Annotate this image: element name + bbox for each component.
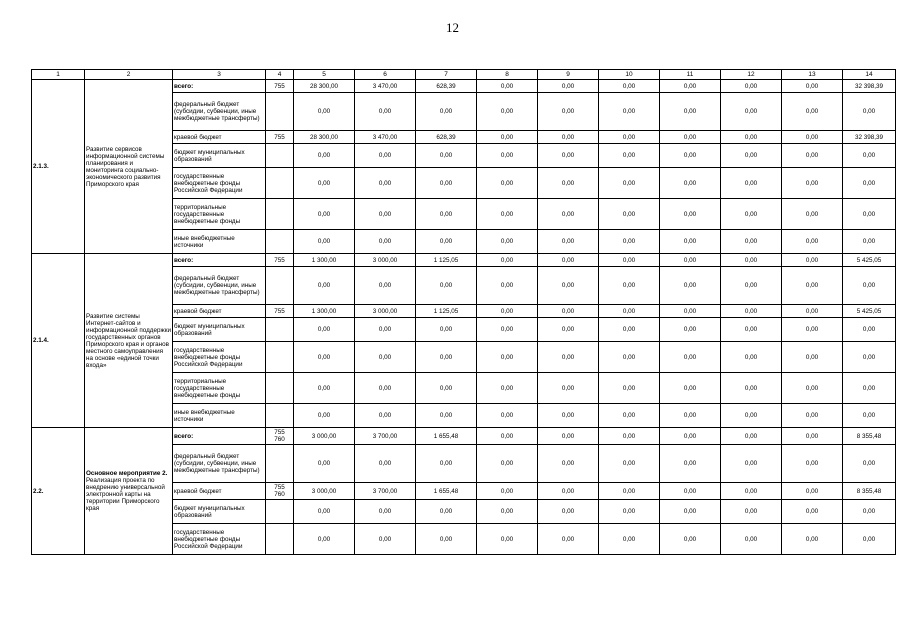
column-number-3: 3 bbox=[173, 70, 266, 80]
budget-code bbox=[266, 93, 294, 131]
budget-code bbox=[266, 524, 294, 555]
amount-cell: 0,00 bbox=[721, 93, 782, 131]
amount-cell: 0,00 bbox=[538, 445, 599, 483]
amount-cell: 0,00 bbox=[599, 168, 660, 199]
amount-cell: 3 700,00 bbox=[355, 428, 416, 445]
amount-cell: 0,00 bbox=[355, 342, 416, 373]
amount-cell: 0,00 bbox=[660, 445, 721, 483]
column-number-4: 4 bbox=[266, 70, 294, 80]
amount-cell: 0,00 bbox=[355, 267, 416, 305]
amount-cell: 0,00 bbox=[782, 524, 843, 555]
amount-cell: 0,00 bbox=[477, 500, 538, 524]
amount-cell: 0,00 bbox=[660, 254, 721, 267]
amount-cell: 0,00 bbox=[416, 342, 477, 373]
section-description bbox=[85, 428, 173, 555]
amount-cell: 0,00 bbox=[416, 199, 477, 230]
amount-cell: 32 398,39 bbox=[843, 131, 896, 144]
amount-cell: 0,00 bbox=[355, 445, 416, 483]
amount-cell: 0,00 bbox=[599, 93, 660, 131]
budget-code bbox=[266, 500, 294, 524]
amount-cell: 0,00 bbox=[782, 318, 843, 342]
amount-cell: 0,00 bbox=[538, 524, 599, 555]
table-row bbox=[32, 80, 896, 93]
amount-cell: 0,00 bbox=[538, 428, 599, 445]
amount-cell: 0,00 bbox=[538, 199, 599, 230]
funding-source: территориальные государственные внебюджетные фонды bbox=[173, 199, 266, 230]
column-number-9: 9 bbox=[538, 70, 599, 80]
amount-cell: 1 655,48 bbox=[416, 483, 477, 500]
amount-cell: 0,00 bbox=[416, 500, 477, 524]
column-number-10: 10 bbox=[599, 70, 660, 80]
amount-cell: 0,00 bbox=[294, 230, 355, 254]
amount-cell: 0,00 bbox=[721, 373, 782, 404]
amount-cell: 0,00 bbox=[538, 131, 599, 144]
amount-cell: 0,00 bbox=[721, 524, 782, 555]
amount-cell: 0,00 bbox=[660, 500, 721, 524]
amount-cell: 0,00 bbox=[599, 500, 660, 524]
budget-code bbox=[266, 318, 294, 342]
amount-cell: 0,00 bbox=[660, 342, 721, 373]
budget-code: 755 bbox=[266, 305, 294, 318]
amount-cell: 0,00 bbox=[782, 404, 843, 428]
amount-cell: 0,00 bbox=[721, 199, 782, 230]
amount-cell: 0,00 bbox=[721, 305, 782, 318]
budget-code: 755 bbox=[266, 254, 294, 267]
amount-cell: 0,00 bbox=[782, 80, 843, 93]
amount-cell: 0,00 bbox=[660, 318, 721, 342]
amount-cell: 0,00 bbox=[355, 144, 416, 168]
budget-code: 755 760 bbox=[266, 428, 294, 445]
table-row bbox=[32, 254, 896, 267]
column-number-7: 7 bbox=[416, 70, 477, 80]
section-description bbox=[85, 80, 173, 254]
amount-cell: 0,00 bbox=[355, 168, 416, 199]
amount-cell: 0,00 bbox=[782, 342, 843, 373]
section-description bbox=[85, 254, 173, 428]
amount-cell: 3 000,00 bbox=[294, 428, 355, 445]
funding-source: иные внебюджетные источники bbox=[173, 404, 266, 428]
amount-cell: 0,00 bbox=[660, 131, 721, 144]
amount-cell: 0,00 bbox=[599, 267, 660, 305]
amount-cell: 0,00 bbox=[782, 500, 843, 524]
amount-cell: 0,00 bbox=[477, 318, 538, 342]
amount-cell: 0,00 bbox=[721, 131, 782, 144]
amount-cell: 0,00 bbox=[416, 318, 477, 342]
section-code: 2.1.4. bbox=[32, 254, 85, 428]
amount-cell: 0,00 bbox=[477, 230, 538, 254]
amount-cell: 3 470,00 bbox=[355, 131, 416, 144]
amount-cell: 0,00 bbox=[477, 254, 538, 267]
budget-code bbox=[266, 168, 294, 199]
amount-cell: 0,00 bbox=[355, 93, 416, 131]
amount-cell: 0,00 bbox=[660, 524, 721, 555]
amount-cell: 0,00 bbox=[294, 373, 355, 404]
amount-cell: 0,00 bbox=[538, 93, 599, 131]
column-number-1: 1 bbox=[32, 70, 85, 80]
amount-cell: 0,00 bbox=[660, 373, 721, 404]
amount-cell: 0,00 bbox=[782, 199, 843, 230]
amount-cell: 0,00 bbox=[416, 267, 477, 305]
funding-source: бюджет муниципальных образований bbox=[173, 144, 266, 168]
amount-cell: 0,00 bbox=[477, 305, 538, 318]
section-code: 2.2. bbox=[32, 428, 85, 555]
amount-cell: 0,00 bbox=[721, 445, 782, 483]
amount-cell: 0,00 bbox=[477, 93, 538, 131]
amount-cell: 0,00 bbox=[416, 445, 477, 483]
amount-cell: 0,00 bbox=[782, 445, 843, 483]
amount-cell: 0,00 bbox=[599, 373, 660, 404]
amount-cell: 28 300,00 bbox=[294, 131, 355, 144]
amount-cell: 0,00 bbox=[843, 144, 896, 168]
amount-cell: 0,00 bbox=[477, 404, 538, 428]
page-number: 12 bbox=[446, 20, 459, 35]
amount-cell: 32 398,39 bbox=[843, 80, 896, 93]
amount-cell: 0,00 bbox=[660, 144, 721, 168]
funding-source: всего: bbox=[173, 254, 266, 267]
amount-cell: 0,00 bbox=[538, 267, 599, 305]
amount-cell: 0,00 bbox=[599, 445, 660, 483]
amount-cell: 0,00 bbox=[477, 267, 538, 305]
amount-cell: 0,00 bbox=[843, 318, 896, 342]
funding-source: бюджет муниципальных образований bbox=[173, 500, 266, 524]
table-row bbox=[32, 428, 896, 445]
amount-cell: 0,00 bbox=[721, 80, 782, 93]
column-number-6: 6 bbox=[355, 70, 416, 80]
amount-cell: 0,00 bbox=[660, 93, 721, 131]
amount-cell: 0,00 bbox=[782, 131, 843, 144]
amount-cell: 0,00 bbox=[721, 168, 782, 199]
amount-cell: 0,00 bbox=[355, 373, 416, 404]
budget-code bbox=[266, 373, 294, 404]
amount-cell: 0,00 bbox=[599, 80, 660, 93]
funding-source: государственные внебюджетные фонды Российской Федерации bbox=[173, 342, 266, 373]
amount-cell: 0,00 bbox=[538, 500, 599, 524]
amount-cell: 0,00 bbox=[843, 404, 896, 428]
amount-cell: 0,00 bbox=[477, 168, 538, 199]
amount-cell: 0,00 bbox=[294, 93, 355, 131]
amount-cell: 3 000,00 bbox=[355, 305, 416, 318]
column-number-5: 5 bbox=[294, 70, 355, 80]
amount-cell: 1 300,00 bbox=[294, 254, 355, 267]
amount-cell: 0,00 bbox=[782, 144, 843, 168]
amount-cell: 0,00 bbox=[599, 318, 660, 342]
amount-cell: 0,00 bbox=[538, 144, 599, 168]
amount-cell: 0,00 bbox=[782, 254, 843, 267]
budget-code bbox=[266, 342, 294, 373]
amount-cell: 3 000,00 bbox=[294, 483, 355, 500]
amount-cell: 8 355,48 bbox=[843, 483, 896, 500]
amount-cell: 0,00 bbox=[294, 342, 355, 373]
amount-cell: 0,00 bbox=[599, 342, 660, 373]
amount-cell: 0,00 bbox=[782, 483, 843, 500]
amount-cell: 0,00 bbox=[416, 230, 477, 254]
column-number-row bbox=[32, 70, 896, 80]
amount-cell: 0,00 bbox=[660, 230, 721, 254]
amount-cell: 28 300,00 bbox=[294, 80, 355, 93]
amount-cell: 0,00 bbox=[721, 342, 782, 373]
budget-code: 755 bbox=[266, 131, 294, 144]
amount-cell: 0,00 bbox=[660, 305, 721, 318]
funding-source: всего: bbox=[173, 428, 266, 445]
amount-cell: 0,00 bbox=[294, 318, 355, 342]
amount-cell: 0,00 bbox=[843, 168, 896, 199]
section-code: 2.1.3. bbox=[32, 80, 85, 254]
amount-cell: 0,00 bbox=[660, 404, 721, 428]
amount-cell: 0,00 bbox=[294, 267, 355, 305]
amount-cell: 0,00 bbox=[538, 373, 599, 404]
amount-cell: 0,00 bbox=[782, 230, 843, 254]
amount-cell: 0,00 bbox=[721, 483, 782, 500]
amount-cell: 0,00 bbox=[294, 500, 355, 524]
funding-source: краевой бюджет bbox=[173, 305, 266, 318]
amount-cell: 0,00 bbox=[782, 428, 843, 445]
amount-cell: 0,00 bbox=[416, 93, 477, 131]
amount-cell: 0,00 bbox=[355, 500, 416, 524]
amount-cell: 0,00 bbox=[782, 373, 843, 404]
amount-cell: 0,00 bbox=[843, 93, 896, 131]
section-description-text: Развитие системы Интернет-сайтов и информационной поддержки государственных органов Приморского края и органов местного самоуправления на основе «единой точки входа» bbox=[86, 312, 171, 369]
amount-cell: 0,00 bbox=[477, 483, 538, 500]
column-number-2: 2 bbox=[85, 70, 173, 80]
budget-code bbox=[266, 230, 294, 254]
amount-cell: 0,00 bbox=[538, 305, 599, 318]
amount-cell: 0,00 bbox=[538, 80, 599, 93]
budget-code: 755 bbox=[266, 80, 294, 93]
amount-cell: 0,00 bbox=[538, 404, 599, 428]
amount-cell: 0,00 bbox=[416, 168, 477, 199]
amount-cell: 0,00 bbox=[599, 524, 660, 555]
amount-cell: 0,00 bbox=[599, 144, 660, 168]
budget-code bbox=[266, 445, 294, 483]
column-number-12: 12 bbox=[721, 70, 782, 80]
amount-cell: 0,00 bbox=[294, 199, 355, 230]
amount-cell: 5 425,05 bbox=[843, 305, 896, 318]
amount-cell: 0,00 bbox=[294, 144, 355, 168]
amount-cell: 3 470,00 bbox=[355, 80, 416, 93]
funding-source: иные внебюджетные источники bbox=[173, 230, 266, 254]
amount-cell: 0,00 bbox=[721, 318, 782, 342]
funding-source: федеральный бюджет (субсидии, субвенции, иные межбюджетные трансферты) bbox=[173, 445, 266, 483]
amount-cell: 0,00 bbox=[294, 168, 355, 199]
amount-cell: 3 700,00 bbox=[355, 483, 416, 500]
amount-cell: 0,00 bbox=[599, 131, 660, 144]
amount-cell: 0,00 bbox=[660, 168, 721, 199]
amount-cell: 0,00 bbox=[355, 199, 416, 230]
amount-cell: 0,00 bbox=[843, 230, 896, 254]
funding-source: территориальные государственные внебюджетные фонды bbox=[173, 373, 266, 404]
amount-cell: 0,00 bbox=[599, 199, 660, 230]
amount-cell: 0,00 bbox=[599, 483, 660, 500]
budget-code bbox=[266, 199, 294, 230]
amount-cell: 0,00 bbox=[721, 267, 782, 305]
funding-source: федеральный бюджет (субсидии, субвенции, иные межбюджетные трансферты) bbox=[173, 267, 266, 305]
amount-cell: 0,00 bbox=[660, 267, 721, 305]
amount-cell: 0,00 bbox=[660, 80, 721, 93]
amount-cell: 0,00 bbox=[294, 524, 355, 555]
amount-cell: 3 000,00 bbox=[355, 254, 416, 267]
amount-cell: 0,00 bbox=[599, 404, 660, 428]
amount-cell: 0,00 bbox=[538, 254, 599, 267]
amount-cell: 0,00 bbox=[538, 483, 599, 500]
amount-cell: 0,00 bbox=[477, 342, 538, 373]
amount-cell: 0,00 bbox=[660, 199, 721, 230]
funding-source: государственные внебюджетные фонды Российской Федерации bbox=[173, 168, 266, 199]
amount-cell: 0,00 bbox=[477, 199, 538, 230]
column-number-8: 8 bbox=[477, 70, 538, 80]
amount-cell: 5 425,05 bbox=[843, 254, 896, 267]
amount-cell: 0,00 bbox=[416, 373, 477, 404]
amount-cell: 0,00 bbox=[721, 230, 782, 254]
amount-cell: 0,00 bbox=[477, 524, 538, 555]
budget-code bbox=[266, 144, 294, 168]
amount-cell: 0,00 bbox=[782, 93, 843, 131]
funding-source: всего: bbox=[173, 80, 266, 93]
amount-cell: 0,00 bbox=[782, 168, 843, 199]
amount-cell: 1 655,48 bbox=[416, 428, 477, 445]
budget-table bbox=[31, 69, 896, 555]
amount-cell: 0,00 bbox=[477, 428, 538, 445]
amount-cell: 0,00 bbox=[355, 318, 416, 342]
table-body bbox=[32, 80, 896, 555]
amount-cell: 0,00 bbox=[599, 254, 660, 267]
column-number-14: 14 bbox=[843, 70, 896, 80]
amount-cell: 0,00 bbox=[599, 305, 660, 318]
amount-cell: 0,00 bbox=[355, 404, 416, 428]
funding-source: государственные внебюджетные фонды Российской Федерации bbox=[173, 524, 266, 555]
amount-cell: 0,00 bbox=[843, 524, 896, 555]
budget-code: 755 760 bbox=[266, 483, 294, 500]
column-number-11: 11 bbox=[660, 70, 721, 80]
amount-cell: 0,00 bbox=[721, 254, 782, 267]
amount-cell: 628,39 bbox=[416, 80, 477, 93]
amount-cell: 0,00 bbox=[843, 500, 896, 524]
amount-cell: 0,00 bbox=[477, 144, 538, 168]
funding-source: федеральный бюджет (субсидии, субвенции, иные межбюджетные трансферты) bbox=[173, 93, 266, 131]
amount-cell: 0,00 bbox=[538, 318, 599, 342]
amount-cell: 0,00 bbox=[416, 144, 477, 168]
amount-cell: 0,00 bbox=[355, 524, 416, 555]
column-number-13: 13 bbox=[782, 70, 843, 80]
amount-cell: 0,00 bbox=[477, 373, 538, 404]
section-title: Основное мероприятие 2. bbox=[86, 470, 168, 477]
amount-cell: 0,00 bbox=[782, 305, 843, 318]
amount-cell: 1 300,00 bbox=[294, 305, 355, 318]
budget-code bbox=[266, 404, 294, 428]
amount-cell: 0,00 bbox=[538, 230, 599, 254]
amount-cell: 0,00 bbox=[599, 428, 660, 445]
amount-cell: 0,00 bbox=[294, 404, 355, 428]
amount-cell: 0,00 bbox=[721, 500, 782, 524]
amount-cell: 0,00 bbox=[782, 267, 843, 305]
section-description-text: Развитие сервисов информационной системы планирования и мониторинга социально-экономического развития Приморского края bbox=[86, 145, 165, 188]
funding-source: бюджет муниципальных образований bbox=[173, 318, 266, 342]
amount-cell: 0,00 bbox=[843, 199, 896, 230]
amount-cell: 0,00 bbox=[355, 230, 416, 254]
amount-cell: 628,39 bbox=[416, 131, 477, 144]
amount-cell: 0,00 bbox=[294, 445, 355, 483]
amount-cell: 0,00 bbox=[721, 428, 782, 445]
funding-source: краевой бюджет bbox=[173, 483, 266, 500]
amount-cell: 0,00 bbox=[416, 524, 477, 555]
amount-cell: 1 125,05 bbox=[416, 254, 477, 267]
budget-code bbox=[266, 267, 294, 305]
amount-cell: 0,00 bbox=[538, 342, 599, 373]
amount-cell: 0,00 bbox=[660, 483, 721, 500]
amount-cell: 0,00 bbox=[477, 445, 538, 483]
amount-cell: 0,00 bbox=[477, 80, 538, 93]
amount-cell: 0,00 bbox=[843, 445, 896, 483]
amount-cell: 0,00 bbox=[721, 404, 782, 428]
amount-cell: 0,00 bbox=[843, 342, 896, 373]
funding-source: краевой бюджет bbox=[173, 131, 266, 144]
section-description-text: Реализация проекта по внедрению универсальной электронной карты на территории Приморского края bbox=[86, 477, 165, 512]
amount-cell: 0,00 bbox=[843, 373, 896, 404]
amount-cell: 0,00 bbox=[843, 267, 896, 305]
amount-cell: 1 125,05 bbox=[416, 305, 477, 318]
amount-cell: 0,00 bbox=[599, 230, 660, 254]
amount-cell: 0,00 bbox=[538, 168, 599, 199]
amount-cell: 8 355,48 bbox=[843, 428, 896, 445]
amount-cell: 0,00 bbox=[477, 131, 538, 144]
amount-cell: 0,00 bbox=[416, 404, 477, 428]
amount-cell: 0,00 bbox=[721, 144, 782, 168]
amount-cell: 0,00 bbox=[660, 428, 721, 445]
